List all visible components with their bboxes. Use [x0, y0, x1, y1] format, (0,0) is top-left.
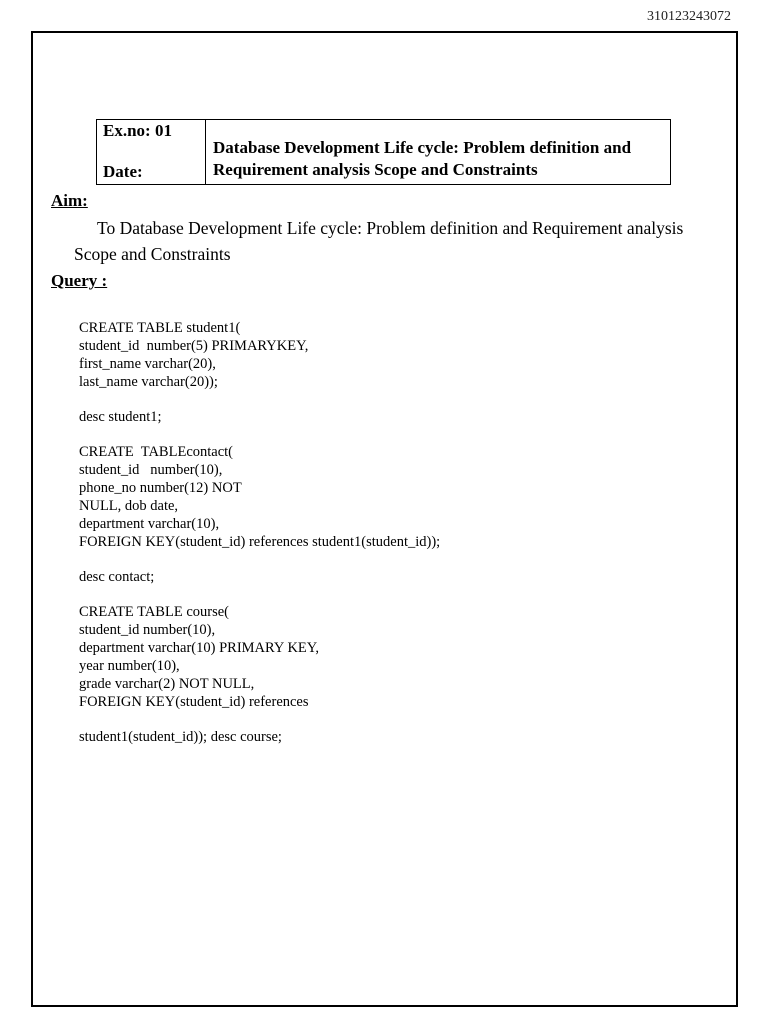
sql-code-line: student_id number(10),	[79, 462, 223, 478]
exercise-header-table	[96, 119, 671, 185]
code-block-gap	[79, 551, 679, 568]
sql-code-line: FOREIGN KEY(student_id) references student1(student_id));	[79, 534, 441, 550]
exercise-number: Ex.no: 01	[103, 121, 172, 140]
exercise-meta-cell	[97, 120, 206, 185]
sql-code-line: CREATE TABLEcontact(	[79, 444, 234, 460]
exercise-title-cell	[206, 120, 671, 185]
sql-code-line: grade varchar(2) NOT NULL,	[79, 676, 255, 692]
code-block-gap	[79, 711, 679, 728]
code-block-gap	[79, 391, 679, 408]
aim-heading: Aim:	[51, 191, 88, 210]
sql-code-line: NULL, dob date,	[79, 498, 179, 514]
sql-code-line: desc contact;	[79, 569, 155, 585]
query-heading: Query :	[51, 271, 108, 290]
sql-code-line: FOREIGN KEY(student_id) references	[79, 694, 309, 710]
code-block-gap	[79, 426, 679, 443]
sql-code-line: student_id number(5) PRIMARYKEY,	[79, 338, 309, 354]
document-id: 310123243072	[647, 9, 731, 24]
sql-code-line: first_name varchar(20),	[79, 356, 216, 372]
code-block-gap	[79, 586, 679, 603]
sql-code-line: year number(10),	[79, 658, 180, 674]
exercise-title-line-2: Requirement analysis Scope and Constraints	[213, 160, 538, 179]
sql-code-line: department varchar(10),	[79, 516, 220, 532]
sql-code-line: last_name varchar(20));	[79, 374, 218, 390]
exercise-date-label: Date:	[103, 162, 143, 181]
exercise-title-line-1: Database Development Life cycle: Problem definition and	[213, 138, 632, 157]
sql-code-line: CREATE TABLE course(	[79, 604, 229, 620]
sql-code-line: desc student1;	[79, 409, 162, 425]
sql-code-block	[79, 319, 679, 746]
sql-code-line: phone_no number(12) NOT	[79, 480, 242, 496]
sql-code-line: student_id number(10),	[79, 622, 216, 638]
sql-code-line: CREATE TABLE student1(	[79, 320, 241, 336]
sql-code-line: student1(student_id)); desc course;	[79, 729, 282, 745]
sql-code-line: department varchar(10) PRIMARY KEY,	[79, 640, 320, 656]
aim-text: To Database Development Life cycle: Problem definition and Requirement analysis Scope and Constraints	[74, 218, 684, 264]
